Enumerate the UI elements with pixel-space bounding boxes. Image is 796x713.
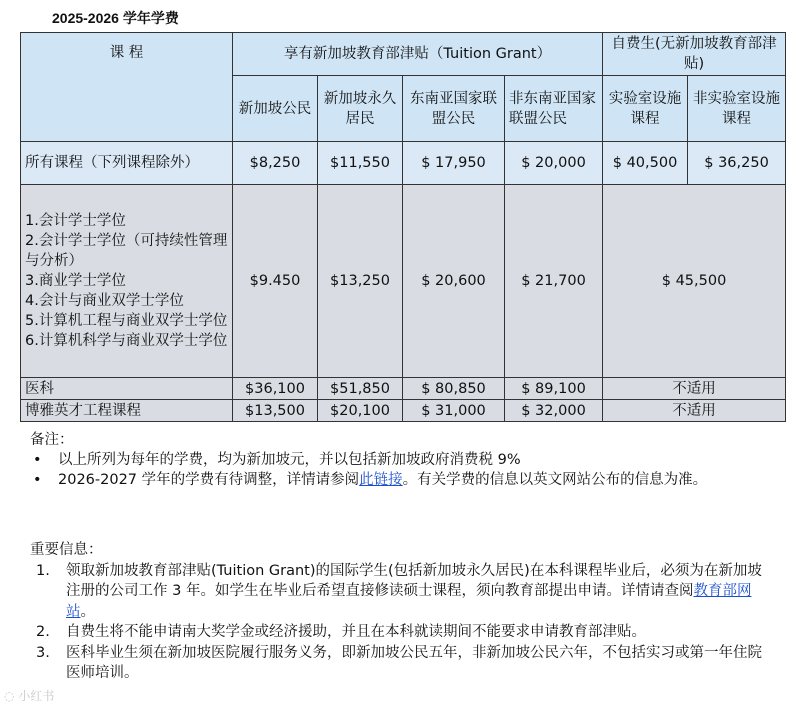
header-tuition-grant: 享有新加坡教育部津贴（Tuition Grant） xyxy=(233,33,603,76)
important-item xyxy=(30,622,770,643)
course-name: 6.计算机科学与商业双学士学位 xyxy=(25,333,228,349)
fee-sg-pr: $20,100 xyxy=(318,400,403,422)
tuition-fee-table xyxy=(20,32,786,422)
course-name: 5.计算机工程与商业双学士学位 xyxy=(25,313,228,329)
course-name: 所有课程（下列课程除外） xyxy=(21,142,233,185)
course-list-business xyxy=(21,185,233,378)
page-title: 2025-2026 学年学费 xyxy=(52,10,179,26)
moe-website-link[interactable]: 教育部网站 xyxy=(66,583,752,620)
subheader-lab-course: 实验室设施课程 xyxy=(603,76,688,142)
item-number: 2. xyxy=(36,624,50,640)
notes-item-text: 。有关学费的信息以英文网站公布的信息为准。 xyxy=(402,472,708,488)
important-item-text: 自费生将不能申请南大奖学金或经济援助，并且在本科就读期间不能要求申请教育部津贴。 xyxy=(66,624,646,640)
subheader-non-asean: 非东南亚国家联盟公民 xyxy=(505,76,603,142)
important-heading: 重要信息： xyxy=(30,542,103,558)
fee-self-funded: 不适用 xyxy=(603,378,786,400)
fee-sg-citizen: $36,100 xyxy=(233,378,318,400)
subheader-sg-citizen: 新加坡公民 xyxy=(233,76,318,142)
fee-asean: $ 31,000 xyxy=(403,400,505,422)
bullet-icon: • xyxy=(33,452,42,468)
watermark-logo-icon: ◌ xyxy=(4,689,15,703)
fee-non-asean: $ 32,000 xyxy=(505,400,603,422)
watermark-text: 小红书 xyxy=(18,689,55,703)
table-row xyxy=(21,142,786,185)
fee-non-asean: $ 20,000 xyxy=(505,142,603,185)
subheader-asean: 东南亚国家联盟公民 xyxy=(403,76,505,142)
table-row xyxy=(21,185,786,378)
fee-asean: $ 20,600 xyxy=(403,185,505,378)
fee-nonlab: $ 36,250 xyxy=(688,142,786,185)
bullet-icon: • xyxy=(33,472,42,488)
header-course: 课 程 xyxy=(21,33,233,142)
fee-asean: $ 80,850 xyxy=(403,378,505,400)
fee-sg-pr: $11,550 xyxy=(318,142,403,185)
header-self-funded: 自费生(无新加坡教育部津贴) xyxy=(603,33,786,76)
notes-item xyxy=(30,450,770,470)
notes-item-text: 以上所列为每年的学费，均为新加坡元，并以包括新加坡政府消费税 9% xyxy=(58,452,521,468)
table-row xyxy=(21,400,786,422)
important-item-text: 领取新加坡教育部津贴(Tuition Grant)的国际学生(包括新加坡永久居民)在本科课程毕业后，必须为在新加坡注册的公司工作 3 年。如学生在毕业后希望直接修读硕士课程，须向教育部提出申请。详情请查阅 xyxy=(66,562,762,599)
item-number: 3. xyxy=(36,644,50,661)
course-name: 3.商业学士学位 xyxy=(25,273,126,289)
table-row xyxy=(21,378,786,400)
fee-non-asean: $ 21,700 xyxy=(505,185,603,378)
item-number: 1. xyxy=(36,562,50,579)
subheader-nonlab-course: 非实验室设施课程 xyxy=(688,76,786,142)
notes-heading: 备注： xyxy=(30,432,74,448)
fee-sg-pr: $51,850 xyxy=(318,378,403,400)
fee-non-asean: $ 89,100 xyxy=(505,378,603,400)
course-name: 1.会计学士学位 xyxy=(25,213,126,229)
course-name: 医科 xyxy=(21,378,233,400)
fee-asean: $ 17,950 xyxy=(403,142,505,185)
fee-self-funded: 不适用 xyxy=(603,400,786,422)
important-item-text: 医科毕业生须在新加坡医院履行服务义务，即新加坡公民五年，非新加坡公民六年，不包括实习或第一年住院医师培训。 xyxy=(66,644,762,681)
course-name: 4.会计与商业双学士学位 xyxy=(25,293,184,309)
course-name: 博雅英才工程课程 xyxy=(21,400,233,422)
subheader-sg-pr: 新加坡永久居民 xyxy=(318,76,403,142)
fee-sg-citizen: $9.450 xyxy=(233,185,318,378)
important-item xyxy=(30,561,770,623)
fee-sg-citizen: $8,250 xyxy=(233,142,318,185)
important-item xyxy=(30,643,770,684)
course-name: 2.会计学士学位（可持续性管理与分析） xyxy=(25,233,228,269)
notes-section xyxy=(30,430,770,490)
fee-lab: $ 40,500 xyxy=(603,142,688,185)
important-info-section xyxy=(30,540,770,684)
important-item-text: 。 xyxy=(80,603,95,620)
notes-item xyxy=(30,470,770,490)
notes-item-text: 2026-2027 学年的学费有待调整，详情请参阅 xyxy=(58,472,360,488)
fee-adjustment-link[interactable]: 此链接 xyxy=(359,472,403,488)
fee-sg-citizen: $13,500 xyxy=(233,400,318,422)
fee-sg-pr: $13,250 xyxy=(318,185,403,378)
fee-self-funded: $ 45,500 xyxy=(603,185,786,378)
watermark xyxy=(4,687,54,704)
